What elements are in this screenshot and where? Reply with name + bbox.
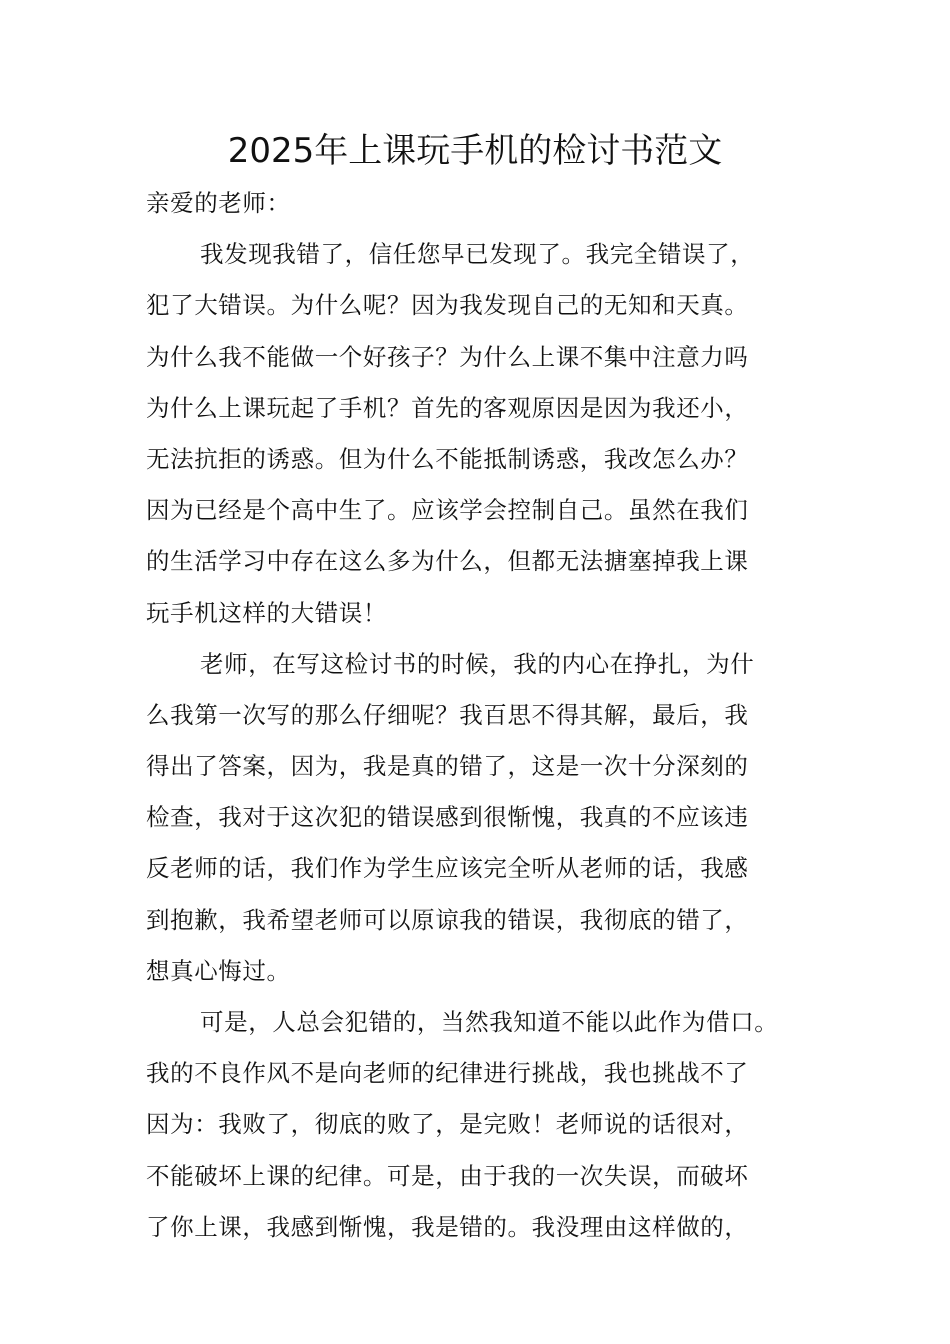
text-line: 因为已经是个高中生了。应该学会控制自己。虽然在我们 <box>146 496 749 525</box>
document-title: 2025年上课玩手机的检讨书范文 <box>227 131 723 171</box>
text-line: 可是，人总会犯错的，当然我知道不能以此作为借口。 <box>200 1008 779 1036</box>
text-line: 检查，我对于这次犯的错误感到很惭愧，我真的不应该违 <box>146 803 749 832</box>
text-line: 为什么上课玩起了手机？首先的客观原因是因为我还小， <box>146 393 749 422</box>
text-line: 想真心悔过。 <box>146 956 291 985</box>
text-line: 玩手机这样的大错误！ <box>146 598 387 627</box>
text-line: 犯了大错误。为什么呢？因为我发现自己的无知和天真。 <box>146 291 749 320</box>
text-line: 么我第一次写的那么仔细呢？我百思不得其解，最后，我 <box>146 700 749 729</box>
text-line: 得出了答案，因为，我是真的错了，这是一次十分深刻的 <box>146 752 749 781</box>
text-line: 因为：我败了，彻底的败了，是完败！老师说的话很对， <box>146 1110 749 1139</box>
text-line: 我的不良作风不是向老师的纪律进行挑战，我也挑战不了 <box>146 1059 749 1088</box>
text-line: 亲爱的老师： <box>146 189 291 217</box>
text-line: 的生活学习中存在这么多为什么，但都无法搪塞掉我上课 <box>146 547 749 576</box>
text-line: 我发现我错了，信任您早已发现了。我完全错误了， <box>200 240 755 269</box>
text-line: 了你上课，我感到惭愧，我是错的。我没理由这样做的， <box>146 1212 749 1241</box>
text-line: 反老师的话，我们作为学生应该完全听从老师的话，我感 <box>146 854 749 883</box>
document-body <box>146 178 816 1253</box>
text-line: 不能破坏上课的纪律。可是，由于我的一次失误，而破坏 <box>146 1161 749 1190</box>
text-line: 老师，在写这检讨书的时候，我的内心在挣扎，为什 <box>200 649 755 678</box>
text-line: 为什么我不能做一个好孩子？为什么上课不集中注意力吗 <box>146 342 749 371</box>
text-line: 无法抗拒的诱惑。但为什么不能抵制诱惑，我改怎么办？ <box>146 444 749 473</box>
text-line: 到抱歉，我希望老师可以原谅我的错误，我彻底的错了， <box>146 905 749 934</box>
